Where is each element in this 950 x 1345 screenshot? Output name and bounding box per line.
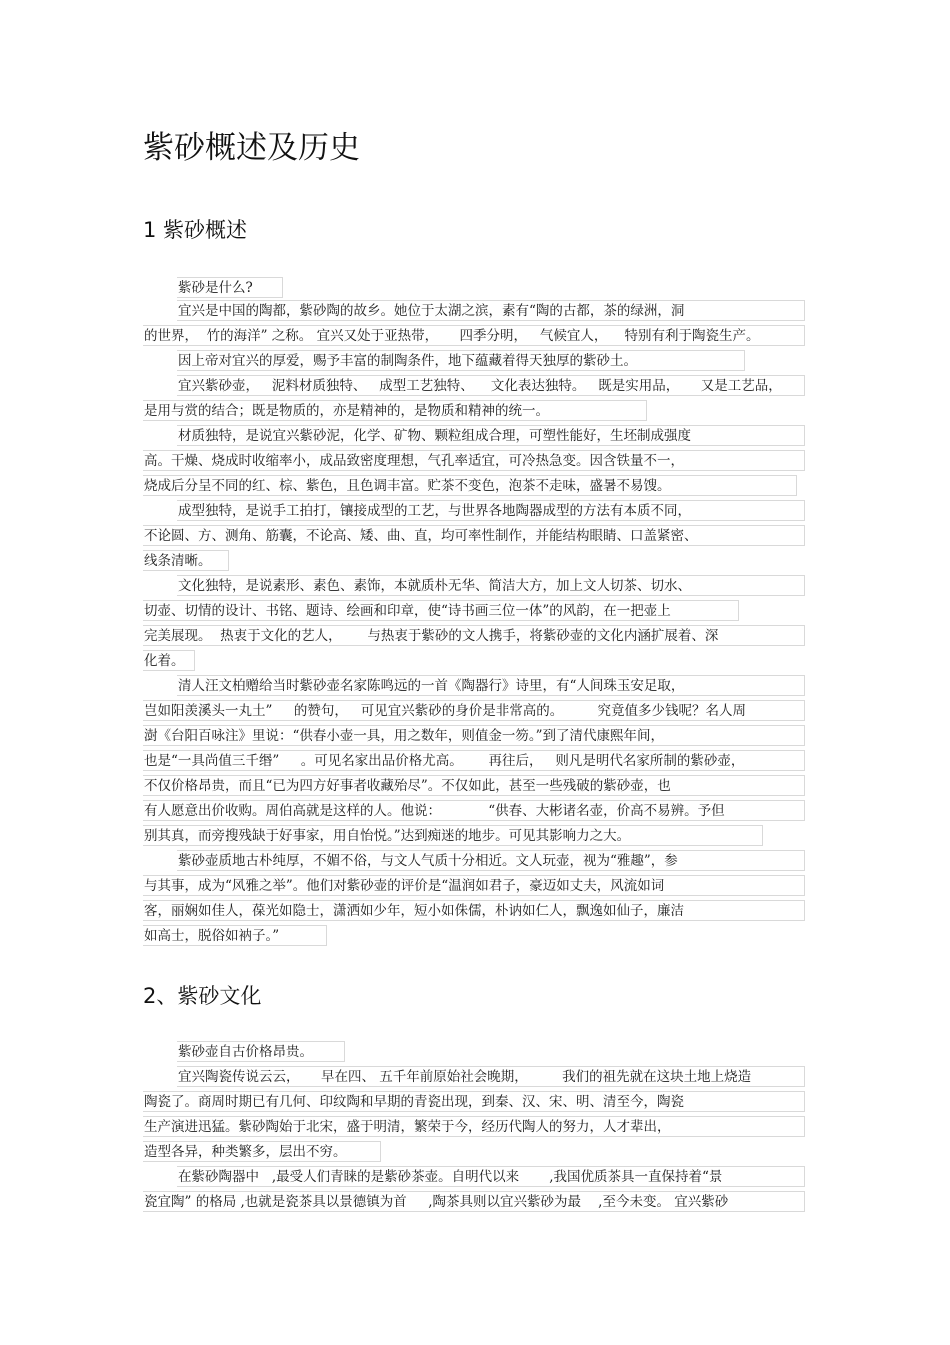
body-line: 化着。	[143, 650, 195, 671]
body-line: 有人愿意出价收购。周伯高就是这样的人。他说： “供春、大彬诸名壶，价高不易辨。予但	[143, 800, 805, 821]
body-line: 如高士，脱俗如衲子。”	[143, 925, 327, 946]
body-line: 高。干燥、烧成时收缩率小，成品致密度理想，气孔率适宜，可冷热急变。因含铁量不一，	[143, 450, 805, 471]
body-line: 也是“一具尚值三千缗” 。可见名家出品价格尤高。 再往后， 则凡是明代名家所制的紫砂壶，	[143, 750, 805, 771]
body-line: 在紫砂陶器中 ,最受人们青睐的是紫砂茶壶。自明代以来 ,我国优质茶具一直保持着“景	[177, 1166, 805, 1187]
page-title: 紫砂概述及历史	[143, 130, 360, 166]
body-line: 清人汪文柏赠给当时紫砂壶名家陈鸣远的一首《陶器行》诗里，有“人间珠玉安足取，	[177, 675, 805, 696]
body-line: 宜兴紫砂壶， 泥料材质独特、 成型工艺独特、 文化表达独特。 既是实用品， 又是工艺品，	[177, 375, 805, 396]
body-line: 是用与赏的结合；既是物质的，亦是精神的，是物质和精神的统一。	[143, 400, 647, 421]
body-line: 生产演进迅猛。紫砂陶始于北宋，盛于明清，繁荣于今，经历代陶人的努力，人才辈出，	[143, 1116, 805, 1137]
body-line: 烧成后分呈不同的红、棕、紫色，且色调丰富。贮茶不变色，泡茶不走味，盛暑不易馊。	[143, 475, 797, 496]
section-heading-2: 2、紫砂文化	[143, 984, 262, 1008]
body-line: 的世界， 竹的海洋” 之称。 宜兴又处于亚热带， 四季分明， 气候宜人， 特别有利于陶瓷生产。	[143, 325, 805, 346]
body-line: 材质独特，是说宜兴紫砂泥，化学、矿物、颗粒组成合理，可塑性能好，生坯制成强度	[177, 425, 805, 446]
body-line: 岂如阳羡溪头一丸土” 的赞句， 可见宜兴紫砂的身价是非常高的。 究竟值多少钱呢？名人周	[143, 700, 805, 721]
body-line: 文化独特，是说素形、素色、素饰，本就质朴无华、简洁大方，加上文人切茶、切水、	[177, 575, 805, 596]
section-heading-1: 1 紫砂概述	[143, 218, 248, 242]
body-line: 与其事，成为“风雅之举”。他们对紫砂壶的评价是“温润如君子，豪迈如丈夫，风流如词	[143, 875, 805, 896]
body-line: 线条清晰。	[143, 550, 229, 571]
body-line: 陶瓷了。商周时期已有几何、印纹陶和早期的青瓷出现，到秦、汉、宋、明、清至今，陶瓷	[143, 1091, 805, 1112]
body-line: 宜兴是中国的陶都，紫砂陶的故乡。她位于太湖之滨，素有“陶的古都，茶的绿洲，洞	[177, 300, 805, 321]
body-line: 宜兴陶瓷传说云云， 早在四、 五千年前原始社会晚期， 我们的祖先就在这块土地上烧造	[177, 1066, 805, 1087]
body-line: 紫砂壶质地古朴纯厚，不媚不俗，与文人气质十分相近。文人玩壶，视为“雅趣”，参	[177, 850, 805, 871]
body-line: 成型独特，是说手工拍打，镶接成型的工艺，与世界各地陶器成型的方法有本质不同，	[177, 500, 805, 521]
body-line: 不仅价格昂贵，而且“已为四方好事者收藏殆尽”。不仅如此，甚至一些残破的紫砂壶，也	[143, 775, 805, 796]
body-line: 完美展现。 热衷于文化的艺人， 与热衷于紫砂的文人携手，将紫砂壶的文化内涵扩展着、深	[143, 625, 805, 646]
body-line: 紫砂是什么?	[177, 277, 283, 298]
body-line: 因上帝对宜兴的厚爱，赐予丰富的制陶条件，地下蕴藏着得天独厚的紫砂土。	[177, 350, 745, 371]
body-line: 客，丽娴如佳人，葆光如隐士，潇洒如少年，短小如侏儒，朴讷如仁人，飘逸如仙子，廉洁	[143, 900, 805, 921]
body-line: 紫砂壶自古价格昂贵。	[177, 1041, 345, 1062]
body-line: 不论圆、方、测角、筋囊，不论高、矮、曲、直，均可率性制作，并能结构眼睛、口盖紧密、	[143, 525, 805, 546]
body-line: 造型各异，种类繁多，层出不穷。	[143, 1141, 381, 1162]
body-line: 切壶、切情的设计、书铭、题诗、绘画和印章，使“诗书画三位一体”的风韵，在一把壶上	[143, 600, 739, 621]
body-line: 澍《台阳百咏注》里说：“供春小壶一具，用之数年，则值金一笏。”到了清代康熙年间，	[143, 725, 805, 746]
body-line: 瓷宜陶” 的格局 ,也就是瓷茶具以景德镇为首 ,陶茶具则以宜兴紫砂为最 ,至今未变。 宜兴紫砂	[143, 1191, 805, 1212]
body-line: 别其真，而旁搜残缺于好事家，用自怡悦。”达到痴迷的地步。可见其影响力之大。	[143, 825, 763, 846]
